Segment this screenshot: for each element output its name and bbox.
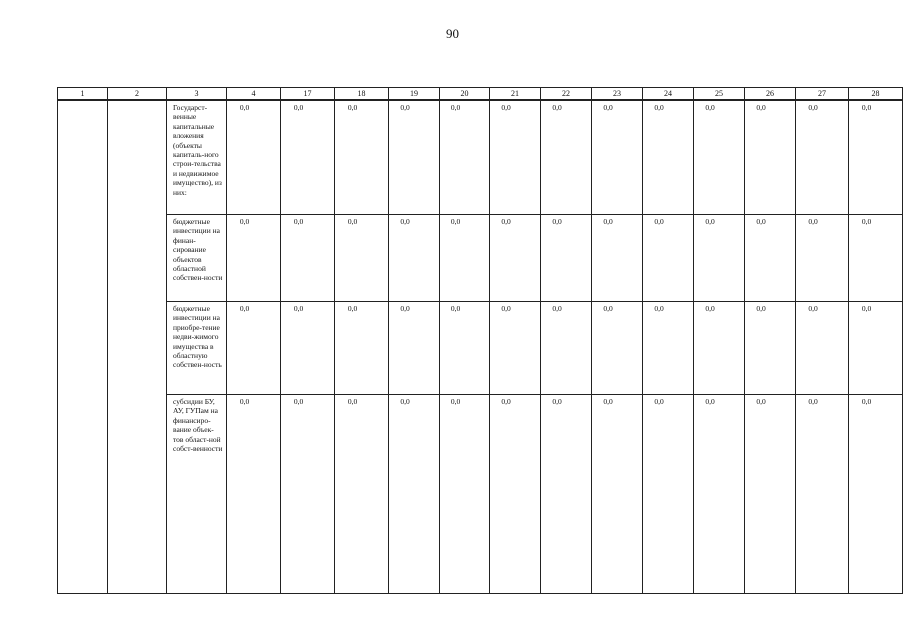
value-text: 0,0 xyxy=(239,397,250,406)
value-text: 0,0 xyxy=(603,304,613,313)
value-text: 0,0 xyxy=(861,304,872,313)
value-text: 0,0 xyxy=(239,217,250,226)
value-text: 0,0 xyxy=(501,217,511,226)
value-cell xyxy=(849,395,903,594)
value-cell xyxy=(694,215,745,302)
value-cell xyxy=(281,395,335,594)
value-cell xyxy=(694,302,745,395)
value-cell xyxy=(592,100,643,215)
value-text: 0,0 xyxy=(400,217,410,226)
value-cell xyxy=(643,100,694,215)
column-header: 28 xyxy=(849,88,903,101)
value-cell xyxy=(227,302,281,395)
column-header: 2 xyxy=(108,88,167,101)
value-cell xyxy=(643,215,694,302)
value-cell xyxy=(389,302,440,395)
value-text: 0,0 xyxy=(293,217,304,226)
value-cell xyxy=(745,395,796,594)
table-row xyxy=(58,215,903,302)
value-cell xyxy=(796,395,849,594)
value-cell xyxy=(440,215,490,302)
value-cell xyxy=(227,395,281,594)
value-text: 0,0 xyxy=(808,103,818,112)
value-text: 0,0 xyxy=(347,217,358,226)
value-text: 0,0 xyxy=(705,304,715,313)
value-text: 0,0 xyxy=(603,103,613,112)
column-header: 22 xyxy=(541,88,592,101)
value-text: 0,0 xyxy=(347,103,358,112)
value-cell xyxy=(643,302,694,395)
row-description: Государст-венные капитальные вложения (объекты капиталь-ного строи-тельства и недвижимое имущество), из них: xyxy=(167,100,227,215)
column-header: 3 xyxy=(167,88,227,101)
value-text: 0,0 xyxy=(861,103,872,112)
value-text: 0,0 xyxy=(239,103,250,112)
value-cell xyxy=(440,395,490,594)
value-cell xyxy=(694,395,745,594)
value-cell xyxy=(335,395,389,594)
value-text: 0,0 xyxy=(347,397,358,406)
value-text: 0,0 xyxy=(552,397,562,406)
value-text: 0,0 xyxy=(705,103,715,112)
value-cell xyxy=(490,100,541,215)
value-cell xyxy=(281,100,335,215)
value-cell xyxy=(849,302,903,395)
value-cell xyxy=(440,100,490,215)
column-header: 25 xyxy=(694,88,745,101)
value-cell xyxy=(694,100,745,215)
value-cell xyxy=(227,100,281,215)
value-cell xyxy=(389,100,440,215)
value-text: 0,0 xyxy=(756,217,766,226)
value-cell xyxy=(745,215,796,302)
value-text: 0,0 xyxy=(239,304,250,313)
value-text: 0,0 xyxy=(450,217,461,226)
value-cell xyxy=(541,100,592,215)
value-cell xyxy=(490,395,541,594)
row-description: бюджетные инвестиции на приобре-тение недви-жимого имущества в областную собствен-ность xyxy=(167,302,227,395)
value-text: 0,0 xyxy=(552,304,562,313)
value-text: 0,0 xyxy=(756,397,766,406)
value-text: 0,0 xyxy=(400,397,410,406)
value-text: 0,0 xyxy=(654,103,664,112)
value-text: 0,0 xyxy=(450,103,461,112)
value-text: 0,0 xyxy=(552,217,562,226)
value-cell xyxy=(541,395,592,594)
column-2-cell xyxy=(108,100,167,594)
page-number: 90 xyxy=(446,26,459,41)
row-description: субсидии БУ, АУ, ГУПам на финансиро-вание объек-тов област-ной собст-венности xyxy=(167,395,227,594)
value-cell xyxy=(227,215,281,302)
column-header: 21 xyxy=(490,88,541,101)
value-cell xyxy=(440,302,490,395)
value-cell xyxy=(490,215,541,302)
value-cell xyxy=(592,395,643,594)
value-text: 0,0 xyxy=(654,304,664,313)
value-text: 0,0 xyxy=(293,103,304,112)
value-text: 0,0 xyxy=(808,217,818,226)
value-cell xyxy=(745,100,796,215)
value-text: 0,0 xyxy=(705,397,715,406)
value-cell xyxy=(796,215,849,302)
value-text: 0,0 xyxy=(808,397,818,406)
value-text: 0,0 xyxy=(450,397,461,406)
column-header: 24 xyxy=(643,88,694,101)
column-header: 26 xyxy=(745,88,796,101)
value-cell xyxy=(541,215,592,302)
value-text: 0,0 xyxy=(756,103,766,112)
value-cell xyxy=(849,215,903,302)
value-cell xyxy=(389,395,440,594)
value-cell xyxy=(592,215,643,302)
value-text: 0,0 xyxy=(400,304,410,313)
value-cell xyxy=(335,100,389,215)
column-header: 27 xyxy=(796,88,849,101)
table-row xyxy=(58,302,903,395)
column-header: 19 xyxy=(389,88,440,101)
value-text: 0,0 xyxy=(654,397,664,406)
value-text: 0,0 xyxy=(808,304,818,313)
table-row xyxy=(58,100,903,215)
column-header: 23 xyxy=(592,88,643,101)
value-cell xyxy=(335,215,389,302)
table-row xyxy=(58,395,903,594)
value-text: 0,0 xyxy=(501,103,511,112)
value-cell xyxy=(335,302,389,395)
value-text: 0,0 xyxy=(293,397,304,406)
value-text: 0,0 xyxy=(654,217,664,226)
value-cell xyxy=(796,302,849,395)
value-text: 0,0 xyxy=(501,304,511,313)
budget-table xyxy=(57,87,903,594)
value-cell xyxy=(281,215,335,302)
value-cell xyxy=(745,302,796,395)
column-1-cell xyxy=(58,100,108,594)
column-header: 20 xyxy=(440,88,490,101)
value-text: 0,0 xyxy=(347,304,358,313)
value-cell xyxy=(849,100,903,215)
value-cell xyxy=(541,302,592,395)
value-text: 0,0 xyxy=(603,217,613,226)
column-header: 1 xyxy=(58,88,108,101)
value-cell xyxy=(643,395,694,594)
value-text: 0,0 xyxy=(552,103,562,112)
value-cell xyxy=(281,302,335,395)
value-text: 0,0 xyxy=(705,217,715,226)
value-text: 0,0 xyxy=(603,397,613,406)
column-header: 4 xyxy=(227,88,281,101)
value-text: 0,0 xyxy=(756,304,766,313)
value-cell xyxy=(490,302,541,395)
value-text: 0,0 xyxy=(293,304,304,313)
value-text: 0,0 xyxy=(400,103,410,112)
header-row xyxy=(58,88,903,101)
value-cell xyxy=(389,215,440,302)
value-cell xyxy=(592,302,643,395)
row-description: бюджетные инвестиции на финан-сирование объектов областной собствен-ности xyxy=(167,215,227,302)
value-cell xyxy=(796,100,849,215)
column-header: 17 xyxy=(281,88,335,101)
value-text: 0,0 xyxy=(861,397,872,406)
value-text: 0,0 xyxy=(450,304,461,313)
value-text: 0,0 xyxy=(501,397,511,406)
value-text: 0,0 xyxy=(861,217,872,226)
column-header: 18 xyxy=(335,88,389,101)
